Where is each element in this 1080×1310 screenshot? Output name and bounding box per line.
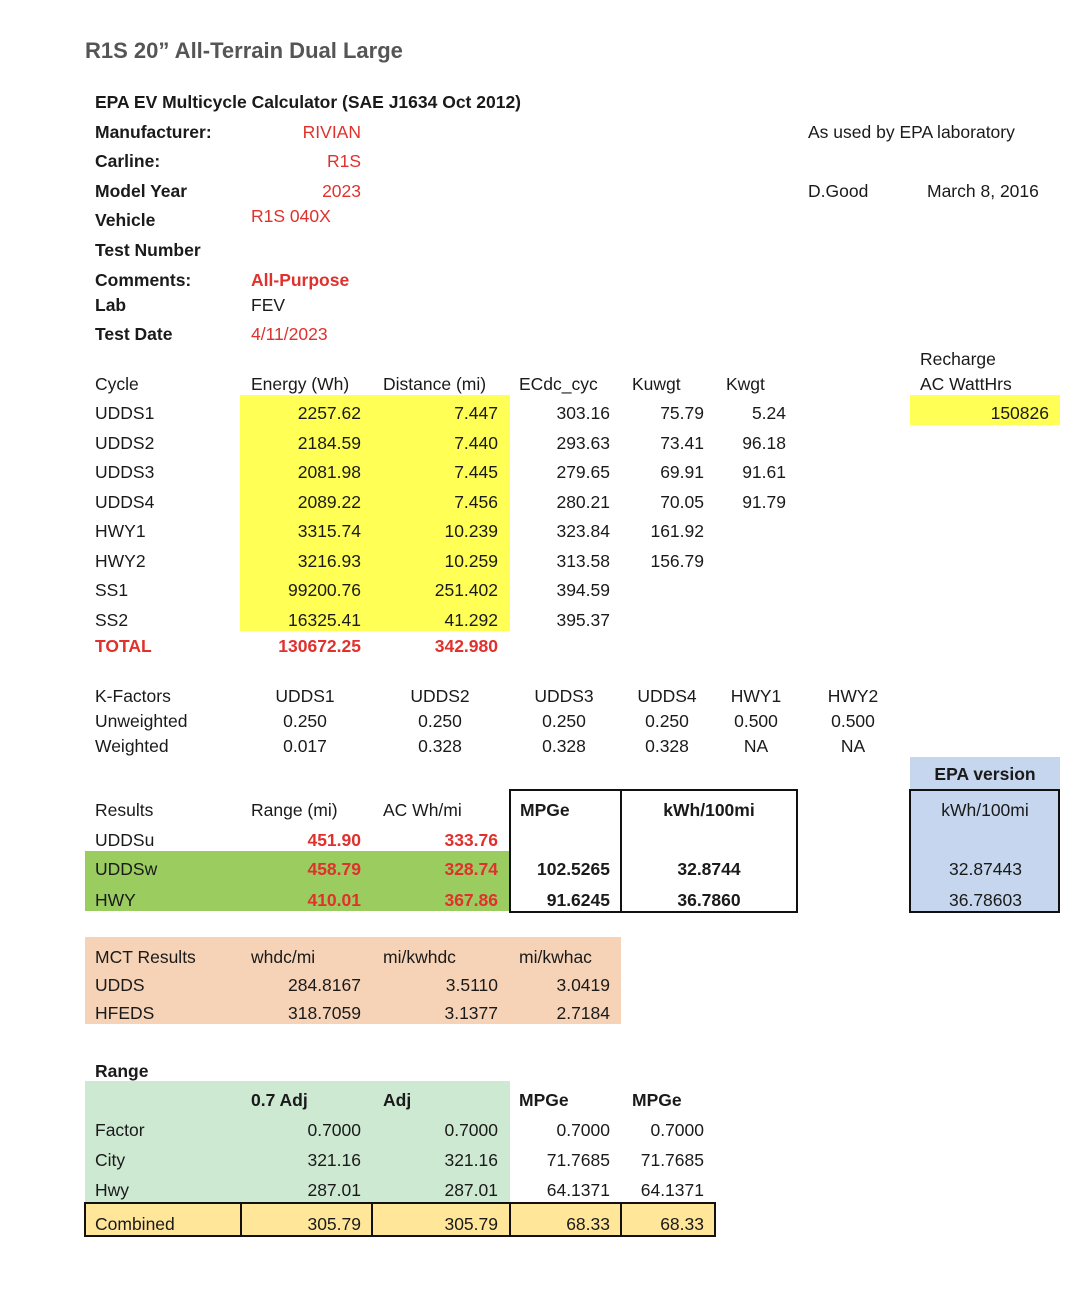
- unweighted-value: 0.250: [418, 711, 462, 731]
- range-value: 458.79: [307, 859, 361, 879]
- distance-value: 7.440: [454, 433, 498, 453]
- range-row-label: Combined: [95, 1214, 175, 1234]
- mi-kwhdc-value: 3.1377: [444, 1003, 498, 1023]
- cycle-header: Cycle: [95, 374, 139, 394]
- kuwgt-value: 70.05: [660, 492, 704, 512]
- range-mpge-value: 71.7685: [546, 1150, 610, 1170]
- range-adj-value: 305.79: [444, 1214, 498, 1234]
- mpge-value: 102.5265: [537, 859, 610, 879]
- weighted-value: 0.328: [542, 736, 586, 756]
- results-header: Results: [95, 800, 154, 820]
- range-mpge2-value: 64.1371: [640, 1180, 704, 1200]
- kuwgt-header: Kuwgt: [632, 374, 681, 394]
- comments-value: All-Purpose: [251, 270, 350, 290]
- ecdc-value: 313.58: [556, 551, 610, 571]
- epa-kwh-header: kWh/100mi: [941, 800, 1029, 820]
- author-date: March 8, 2016: [927, 181, 1039, 201]
- kuwgt-value: 156.79: [650, 551, 704, 571]
- range-adj-value: 0.7000: [444, 1120, 498, 1140]
- epa-lab-note: As used by EPA laboratory: [808, 122, 1015, 142]
- cycle-name: UDDS1: [95, 403, 155, 423]
- recharge-value: 150826: [990, 403, 1049, 423]
- unweighted-value: 0.500: [734, 711, 778, 731]
- epa-version-title: EPA version: [934, 764, 1036, 784]
- mpge-value: 91.6245: [546, 890, 610, 910]
- kfactor-column-header: UDDS4: [637, 686, 697, 706]
- range-adj-value: 287.01: [444, 1180, 498, 1200]
- mi-kwhdc-header: mi/kwhdc: [383, 947, 456, 967]
- manufacturer-label: Manufacturer:: [95, 122, 212, 142]
- distance-value: 7.456: [454, 492, 498, 512]
- weighted-value: 0.328: [645, 736, 689, 756]
- test-date-value: 4/11/2023: [251, 324, 328, 344]
- distance-value: 7.445: [454, 462, 498, 482]
- mpge-header: MPGe: [520, 800, 570, 820]
- model-year-value: 2023: [322, 181, 361, 201]
- energy-value: 2089.22: [297, 492, 361, 512]
- ac-wh-header: AC Wh/mi: [383, 800, 462, 820]
- range-title: Range: [95, 1061, 149, 1081]
- kwh-value: 36.7860: [677, 890, 741, 910]
- kuwgt-value: 73.41: [660, 433, 704, 453]
- distance-value: 10.259: [444, 551, 498, 571]
- energy-value: 2257.62: [297, 403, 361, 423]
- cycle-name: SS1: [95, 580, 129, 600]
- range-header-mpge-2: MPGe: [632, 1090, 682, 1110]
- distance-header: Distance (mi): [383, 374, 487, 394]
- page-title: R1S 20” All-Terrain Dual Large: [85, 38, 403, 63]
- manufacturer-value: RIVIAN: [302, 122, 361, 142]
- epa-udds-value: 32.87443: [949, 859, 1022, 879]
- ac-wh-value: 367.86: [444, 890, 498, 910]
- cycle-name: UDDS4: [95, 492, 155, 512]
- kwh-header: kWh/100mi: [663, 800, 755, 820]
- kwgt-value: 91.61: [742, 462, 786, 482]
- energy-header: Energy (Wh): [251, 374, 350, 394]
- unweighted-value: 0.250: [542, 711, 586, 731]
- range-07adj-value: 0.7000: [307, 1120, 361, 1140]
- kfactor-column-header: UDDS1: [275, 686, 335, 706]
- kwgt-value: 96.18: [742, 433, 786, 453]
- ecdc-value: 394.59: [556, 580, 610, 600]
- range-header-adj: Adj: [383, 1090, 412, 1110]
- energy-value: 2081.98: [297, 462, 361, 482]
- cycle-name: UDDS3: [95, 462, 155, 482]
- kwgt-header: Kwgt: [726, 374, 765, 394]
- combined-divider-2: [371, 1202, 373, 1237]
- weighted-value: NA: [840, 736, 866, 756]
- range-mpge-value: 68.33: [566, 1214, 610, 1234]
- mct-row-label: UDDS: [95, 975, 145, 995]
- recharge-label: Recharge: [920, 349, 996, 369]
- ac-wh-value: 328.74: [444, 859, 498, 879]
- range-row-label: Hwy: [95, 1180, 130, 1200]
- kfactor-column-header: UDDS2: [410, 686, 470, 706]
- lab-label: Lab: [95, 295, 127, 315]
- unweighted-value: 0.250: [645, 711, 689, 731]
- kfactor-column-header: HWY1: [730, 686, 782, 706]
- kuwgt-value: 75.79: [660, 403, 704, 423]
- results-row-label: HWY: [95, 890, 136, 910]
- test-date-label: Test Date: [95, 324, 173, 344]
- author: D.Good: [808, 181, 869, 201]
- energy-value: 16325.41: [288, 610, 361, 630]
- ecdc-value: 323.84: [556, 521, 610, 541]
- whdc-value: 318.7059: [288, 1003, 361, 1023]
- whdc-value: 284.8167: [288, 975, 361, 995]
- range-07adj-value: 321.16: [307, 1150, 361, 1170]
- kfactor-column-header: UDDS3: [534, 686, 594, 706]
- mi-kwhac-header: mi/kwhac: [519, 947, 592, 967]
- range-mpge-value: 0.7000: [556, 1120, 610, 1140]
- energy-value: 3216.93: [297, 551, 361, 571]
- total-energy: 130672.25: [278, 636, 361, 656]
- range-mpge2-value: 71.7685: [640, 1150, 704, 1170]
- kfactor-column-header: HWY2: [827, 686, 879, 706]
- range-07adj-value: 305.79: [307, 1214, 361, 1234]
- ecdc-value: 395.37: [556, 610, 610, 630]
- weighted-value: NA: [743, 736, 769, 756]
- kfactors-label: K-Factors: [95, 686, 171, 706]
- cycle-name: SS2: [95, 610, 129, 630]
- mi-kwhac-value: 2.7184: [556, 1003, 610, 1023]
- model-year-label: Model Year: [95, 181, 188, 201]
- range-row-label: Factor: [95, 1120, 145, 1140]
- distance-value: 41.292: [444, 610, 498, 630]
- mi-kwhac-value: 3.0419: [556, 975, 610, 995]
- ecdc-value: 293.63: [556, 433, 610, 453]
- energy-value: 3315.74: [297, 521, 361, 541]
- mi-kwhdc-value: 3.5110: [445, 975, 498, 995]
- results-row-label: UDDSw: [95, 859, 158, 879]
- kuwgt-value: 69.91: [660, 462, 704, 482]
- distance-value: 251.402: [434, 580, 498, 600]
- range-07adj-value: 287.01: [307, 1180, 361, 1200]
- ecdc-header: ECdc_cyc: [519, 374, 598, 394]
- unweighted-value: 0.500: [831, 711, 875, 731]
- vehicle-label: Vehicle: [95, 210, 156, 230]
- vehicle-value: R1S 040X: [251, 206, 331, 226]
- unweighted-label: Unweighted: [95, 711, 188, 731]
- range-value: 410.01: [307, 890, 361, 910]
- distance-value: 10.239: [444, 521, 498, 541]
- range-header-mpge-1: MPGe: [519, 1090, 569, 1110]
- results-row-label: UDDSu: [95, 830, 155, 850]
- ecdc-value: 303.16: [556, 403, 610, 423]
- epa-hwy-value: 36.78603: [949, 890, 1022, 910]
- range-row-label: City: [95, 1150, 126, 1170]
- kwgt-value: 5.24: [751, 403, 786, 423]
- lab-value: FEV: [251, 295, 286, 315]
- distance-value: 7.447: [454, 403, 498, 423]
- kuwgt-value: 161.92: [650, 521, 704, 541]
- weighted-value: 0.328: [418, 736, 462, 756]
- cycle-name: HWY1: [95, 521, 146, 541]
- cycle-name: UDDS2: [95, 433, 155, 453]
- comments-label: Comments:: [95, 270, 192, 290]
- energy-value: 2184.59: [297, 433, 361, 453]
- range-mpge-value: 64.1371: [546, 1180, 610, 1200]
- range-mpge2-value: 0.7000: [650, 1120, 704, 1140]
- ac-wh-value: 333.76: [444, 830, 498, 850]
- calculator-title: EPA EV Multicycle Calculator (SAE J1634 Oct 2012): [95, 92, 522, 112]
- energy-value: 99200.76: [288, 580, 361, 600]
- total-label: TOTAL: [95, 636, 152, 656]
- unweighted-value: 0.250: [283, 711, 327, 731]
- range-header: Range (mi): [251, 800, 338, 820]
- kwgt-value: 91.79: [742, 492, 786, 512]
- range-value: 451.90: [307, 830, 361, 850]
- carline-label: Carline:: [95, 151, 161, 171]
- recharge-unit-label: AC WattHrs: [920, 374, 1012, 394]
- total-distance: 342.980: [434, 636, 498, 656]
- mct-row-label: HFEDS: [95, 1003, 155, 1023]
- mct-results-header: MCT Results: [95, 947, 196, 967]
- kwh-value: 32.8744: [677, 859, 741, 879]
- ecdc-value: 279.65: [556, 462, 610, 482]
- test-number-label: Test Number: [95, 240, 201, 260]
- cycle-name: HWY2: [95, 551, 146, 571]
- weighted-label: Weighted: [95, 736, 169, 756]
- range-mpge2-value: 68.33: [660, 1214, 704, 1234]
- range-adj-value: 321.16: [444, 1150, 498, 1170]
- weighted-value: 0.017: [283, 736, 327, 756]
- whdc-header: whdc/mi: [251, 947, 316, 967]
- range-header-07adj: 0.7 Adj: [251, 1090, 308, 1110]
- carline-value: R1S: [326, 151, 361, 171]
- ecdc-value: 280.21: [556, 492, 610, 512]
